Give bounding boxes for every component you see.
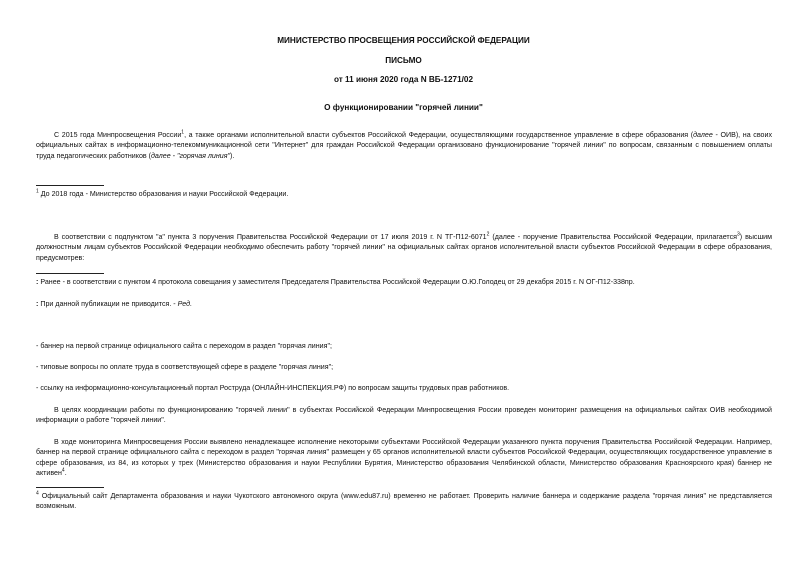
paragraph-1-text-a: С 2015 года Минпросвещения России (54, 131, 182, 139)
footnote-4-text: Официальный сайт Департамента образования и науки Чукотского автономного округа (www.edu87.ru) временно не работает. Проверить наличие баннера и содержание раздела "горячая линия" не представляется возможным. (36, 492, 772, 511)
footnote-ref-3: 3 (736, 231, 740, 238)
paragraph-1-text-d: ). (230, 151, 235, 160)
footnote-ref-4: 4 (61, 467, 65, 474)
footnote-4-mark: 4 (36, 490, 39, 497)
paragraph-1-text-c: - ОИВ), на своих официальных сайтах в информационно-телекоммуникационной сети "Интернет" для граждан Российской Федерации организовано функционирование "горячей линии" по вопросам, связанным с повышением оплаты труда педагогических работников ( (36, 131, 772, 160)
footnote-divider (36, 185, 104, 186)
paragraph-2 (36, 232, 772, 263)
footnote-3 (36, 299, 772, 309)
footnote-ref-2: 2 (486, 231, 490, 238)
list-item-rostrud-link: - ссылку на информационно-консультационный портал Роструда (ОНЛАЙН-ИНСПЕКЦИЯ.РФ) по вопросам защиты трудовых прав работников. (36, 384, 510, 392)
paragraph-4-end: . (64, 469, 67, 478)
footnote-2 (36, 277, 772, 287)
footnote-4 (36, 491, 772, 512)
paragraph-4 (36, 437, 772, 479)
paragraph-1-italic-a: далее (693, 131, 713, 139)
footnote-2-text: Ранее - в соответствии с пунктом 4 протокола совещания у заместителя Председателя Правительства Российской Федерации О.Ю.Голодец от 29 декабря 2015 г. N ОГ-П12-338пр. (40, 278, 635, 286)
paragraph-4-text: В ходе мониторинга Минпросвещения России выявлено ненадлежащее исполнение некоторыми субъектами Российской Федерации указанного пункта поручения Правительства Российской Федерации. Например, баннер на первой странице официального сайта с переходом в раздел "горячая линия" размещен у 65 органов исполнительной власти субъектов Российской Федерации, осуществляющих государственное управление в сфере образования, из 84, из которых у трех (Министерство образования и науки Республики Бурятия, Министерство образования Челябинской области, Министерство образования Красноярского края) баннер не активен (36, 438, 772, 478)
footnote-3-mark: : (36, 300, 39, 308)
paragraph-3: В целях координации работы по функционированию "горячей линии" в субъектах Российской Федерации Минпросвещения России проведен мониторинг размещения на официальных сайтах ОИВ необходимой информации о работе "горячей линии". (36, 406, 772, 425)
list-item-typical-questions: - типовые вопросы по оплате труда в соответствующей сфере в разделе "горячая линия"; (36, 363, 334, 371)
footnote-divider (36, 273, 104, 274)
footnote-3-text: При данной публикации не приводится. - (40, 300, 176, 308)
footnote-2-mark: : (36, 278, 39, 286)
ministry-header: МИНИСТЕРСТВО ПРОСВЕЩЕНИЯ РОССИЙСКОЙ ФЕДЕРАЦИИ (277, 36, 530, 45)
document-type: ПИСЬМО (385, 56, 422, 65)
paragraph-1 (36, 130, 772, 161)
list-item-banner: - баннер на первой странице официального сайта с переходом в раздел "горячая линия"; (36, 342, 332, 350)
footnote-1 (36, 189, 772, 199)
paragraph-2-text-c: ) высшим должностным лицам субъектов Российской Федерации необходимо обеспечить работу "горячей линии" на официальных сайтах органов исполнительной власти субъектов Российской Федерации в сфере образования, предусмотрев: (36, 233, 773, 262)
paragraph-1-text-b: , а также органами исполнительной власти субъектов Российской Федерации, осуществляющими государственное управление в сфере образования ( (184, 131, 694, 139)
paragraph-2-text-b: (далее - поручение Правительства Российской Федерации, прилагается (489, 233, 737, 241)
footnote-1-mark: 1 (36, 188, 39, 195)
document-title: О функционировании "горячей линии" (324, 103, 483, 112)
document-date-number: от 11 июня 2020 года N ВБ-1271/02 (333, 75, 474, 84)
paragraph-1-italic-b: далее - "горячая линия" (151, 151, 230, 160)
footnote-ref-1: 1 (181, 129, 185, 136)
footnote-3-italic: Ред. (177, 300, 193, 308)
footnote-1-text: До 2018 года - Министерство образования и науки Российской Федерации. (40, 190, 289, 198)
footnote-divider (36, 487, 104, 488)
paragraph-2-text-a: В соответствии с подпунктом "а" пункта 3 поручения Правительства Российской Федерации от 17 июля 2019 г. N ТГ-П12-6071 (54, 233, 487, 241)
